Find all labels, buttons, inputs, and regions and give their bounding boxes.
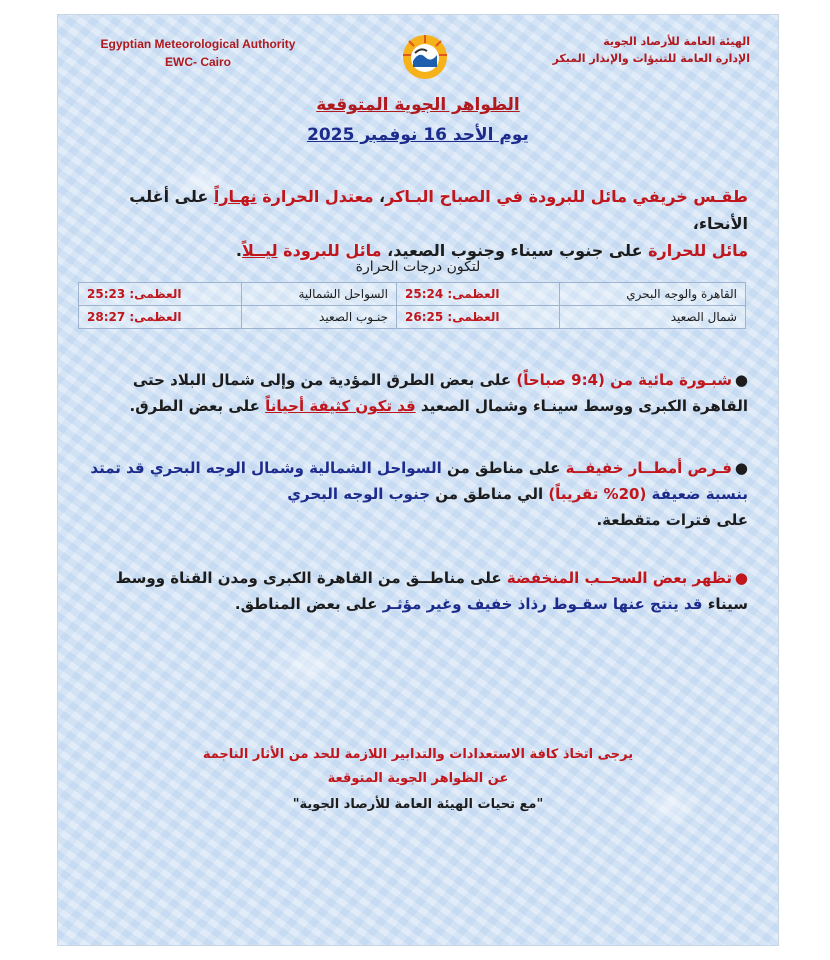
header-arabic [520,33,750,67]
region-cell: شمال الصعيد [559,306,745,329]
max-temp-cell: العظمى: 28:27 [79,306,242,329]
clouds-label: تظهر بعض السحــب المنخفضة [506,569,732,587]
fog-areas: على بعض الطرق المؤدية من وإلى شمال البلاد حتى القاهرة الكبرى ووسط سينـاء وشمال الصعيد [132,371,748,415]
bullet-dot-icon: ● [734,371,748,389]
header-en-authority: Egyptian Meteorological Authority [100,37,296,51]
max-temp-cell: العظمى: 25:23 [79,283,242,306]
header-ar-authority: الهيئة العامة للأرصاد الجوية [603,35,750,48]
bulletin-page [57,14,779,946]
region-cell: القاهرة والوجه البحري [559,283,745,306]
bulletin-date: يوم الأحد 16 نوفمبر 2025 [307,125,529,145]
clouds-drizzle: قد ينتج عنها سقـوط رذاذ خفيف وغير مؤثـر [382,595,703,613]
list-item-rain [88,455,748,533]
bullet-dot-icon: ● [734,569,748,587]
rain-intervals: على فترات متقطعة. [596,511,748,529]
rain-percent: (20% تقريباً) [543,485,652,503]
summary-cool-night: مائل للبرودة [283,241,382,260]
region-cell: السواحل الشمالية [241,283,396,306]
max-temp-cell: العظمى: 25:24 [397,283,560,306]
bullet-dot-icon: ● [734,459,748,477]
table-row [79,283,746,306]
list-item-clouds [88,565,748,617]
rain-south: جنوب الوجه البحري [287,485,436,503]
header-ar-department: الإدارة العامة للتنبؤات والإنذار المبكر [552,52,750,65]
closing-note [58,743,778,819]
summary-moderate: معتدل الحرارة [262,187,374,206]
summary-night: ليــلاً [241,241,278,260]
header-en-center: EWC- Cairo [165,55,231,69]
fog-label: شبـورة مائية من (9:4 صباحاً) [516,371,732,389]
rain-label: فـرص أمطــار خفيفــة [565,459,732,477]
fog-dense: قد تكون كثيفة أحياناً [265,397,416,415]
region-cell: جنـوب الصعيد [241,306,396,329]
rain-on: على مناطق من [441,459,566,477]
fog-end: على بعض الطرق. [129,397,266,415]
bulletin-title: الظواهر الجوية المتوقعة [316,95,520,115]
closing-phenomena: عن الظواهر الجوية المتوقعة [327,771,509,786]
authority-logo [401,33,449,81]
temperatures-table [78,282,746,329]
header-english [83,35,313,71]
closing-regards: "مع تحيات الهيئة العامة للأرصاد الجوية" [292,797,544,812]
summary-warm: مائل للحرارة [648,241,748,260]
rain-to: الي مناطق من [435,485,544,503]
clouds-end: على بعض المناطق. [234,595,383,613]
rain-areas: السواحل الشمالية وشمال الوجه البحري قد تمتد بنسبة ضعيفة [90,459,748,503]
clouds-areas: على مناطــق من القاهرة الكبرى ومدن القناة ووسط سيناء [115,569,748,613]
max-temp-cell: العظمى: 26:25 [397,306,560,329]
table-row [79,306,746,329]
summary-daytime: نهـاراً [213,187,257,206]
summary-end: . [235,241,242,260]
weather-summary [88,183,748,264]
summary-south: على جنوب سيناء وجنوب الصعيد، [381,241,649,260]
summary-sep1: ، [373,187,386,206]
summary-cool-morning: طقـس خريفي مائل للبرودة في الصباح البـاكر [385,187,748,206]
temperatures-title: لتكون درجات الحرارة [355,259,481,275]
list-item-fog [88,367,748,419]
summary-most-areas: على أغلب الأنحاء، [129,187,748,233]
closing-precautions: يرجى اتخاذ كافة الاستعدادات والتدابير اللازمة للحد من الأثار الناجمة [202,747,634,762]
